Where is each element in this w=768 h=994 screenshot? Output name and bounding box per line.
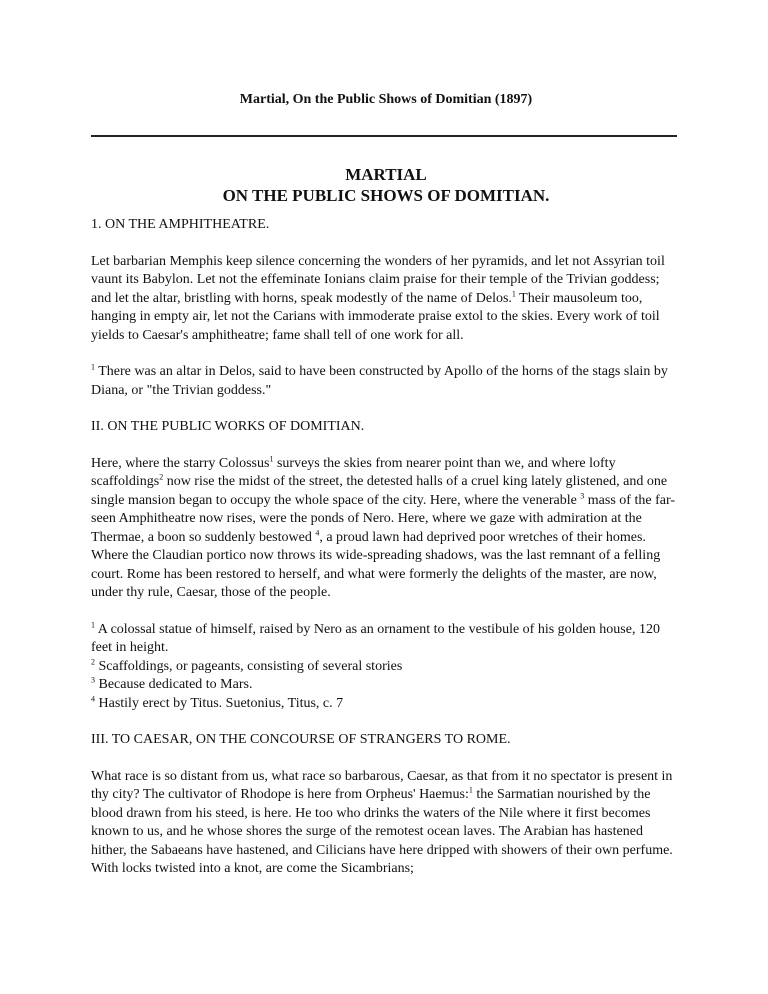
footnote-marker: 2 [159, 472, 164, 482]
paragraph-text: mass of the far-seen Amphitheatre now rises, were the ponds of Nero. Here, where we gaze with admiration at the Thermae, a boon so suddenly bestowed [91, 492, 675, 545]
footnote-text: A colossal statue of himself, raised by Nero as an ornament to the vestibule of his golden house, 120 feet in height. [91, 621, 660, 655]
footnote-marker: 1 [468, 785, 473, 795]
paragraph-text: Let barbarian Memphis keep silence concerning the wonders of her pyramids, and let not Assyrian toil vaunt its Babylon. Let not the effeminate Ionians claim praise for their temple of the Trivian goddess; and let the altar, bristling with horns, speak modestly of the name of Delos. [91, 253, 665, 306]
footnote [91, 676, 681, 695]
footnote-marker: 2 [91, 656, 95, 666]
footnote-text: Because dedicated to Mars. [95, 677, 253, 692]
paragraph-text: now rise the midst of the street, the detested halls of a cruel king lately glistened, and one single mansion began to occupy the whole space of the city. Here, where the venerable [91, 474, 668, 508]
footnote [91, 621, 681, 658]
section-paragraph [91, 455, 681, 603]
document-title [91, 164, 681, 206]
footnote [91, 658, 681, 677]
title-line-2: ON THE PUBLIC SHOWS OF DOMITIAN. [222, 186, 550, 205]
footnote-marker: 4 [91, 693, 95, 703]
footnote-marker: 3 [91, 675, 95, 685]
footnote-text: Scaffoldings, or pageants, consisting of several stories [95, 658, 403, 674]
footnote-marker: 1 [91, 362, 95, 372]
footnote-marker: 1 [91, 619, 95, 629]
paragraph-text: the Sarmatian nourished by the blood drawn from his steed, is here. He too who drinks the waters of the Nile where it first becomes known to us, and he whose shores the surge of the remotest ocean laves. The Arabian has hastened hither, the Sabaeans have hastened, and Cilicians have here dripped with showers of their own perfume. With locks twisted into a knot, are come the Sicambrians; [91, 787, 673, 876]
title-line-1: MARTIAL [345, 165, 427, 184]
footnote-text: Hastily erect by Titus. Suetonius, Titus, c. 7 [95, 695, 344, 711]
footnote-marker: 4 [315, 527, 320, 537]
footnote-marker: 1 [511, 288, 516, 298]
footnote-list [91, 621, 681, 714]
section-heading: III. TO CAESAR, ON THE CONCOURSE OF STRANGERS TO ROME. [91, 732, 511, 747]
paragraph-text: , a proud lawn had deprived poor wretches of their homes. Where the Claudian portico now throws its wide-spreading shadows, was the last remnant of a felling court. Rome has been restored to herself, and what were formerly the delights of the master, are now, under thy rule, Caesar, those of the people. [91, 529, 661, 600]
section-heading: II. ON THE PUBLIC WORKS OF DOMITIAN. [91, 419, 365, 434]
footnote-marker: 3 [580, 490, 585, 500]
footnote-text: There was an altar in Delos, said to have been constructed by Apollo of the horns of the stags slain by Diana, or "the Trivian goddess." [91, 364, 668, 398]
footnote [91, 363, 681, 400]
document-body [91, 216, 681, 897]
running-head: Martial, On the Public Shows of Domitian (1897) [239, 92, 533, 107]
paragraph-text: Their mausoleum too, hanging in empty air, let not the Carians with immoderate praise extol to the skies. Every work of toil yields to Caesar's amphitheatre; fame shall tell of one work for all. [91, 290, 660, 343]
section-heading: 1. ON THE AMPHITHEATRE. [91, 217, 270, 232]
footnote-marker: 1 [269, 453, 274, 463]
footnote [91, 695, 681, 714]
paragraph-text: What race is so distant from us, what race so barbarous, Caesar, as that from it no spectator is present in thy city? The cultivator of Rhodope is here from Orpheus' Haemus: [91, 768, 673, 802]
paragraph-text: Here, where the starry Colossus [91, 455, 270, 471]
header-rule [91, 135, 677, 137]
section-paragraph [91, 768, 681, 879]
section-paragraph [91, 253, 681, 346]
paragraph-text: surveys the skies from nearer point than we, and where lofty scaffoldings [91, 455, 616, 489]
